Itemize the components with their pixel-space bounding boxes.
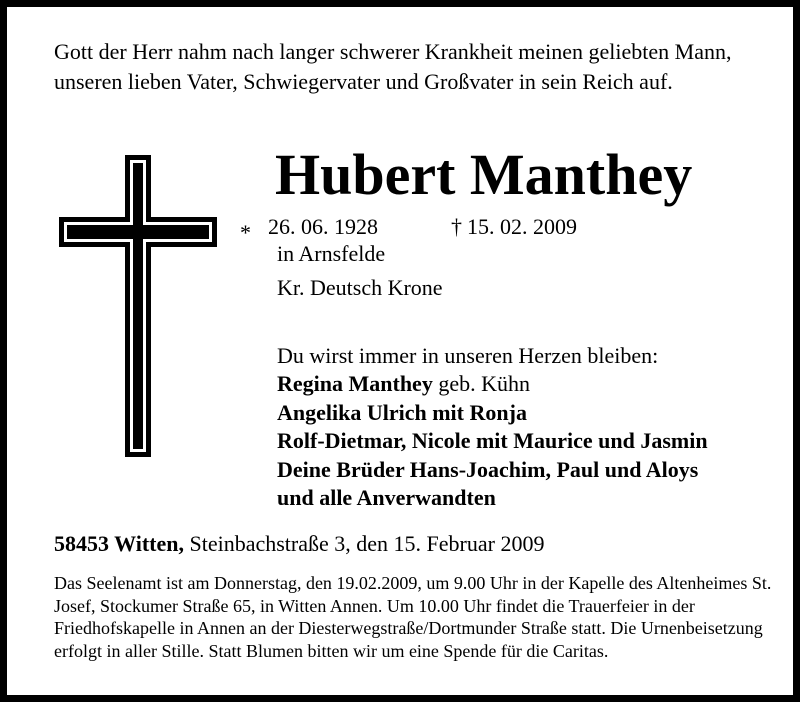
intro-text: Gott der Herr nahm nach langer schwerer Krankheit meinen geliebten Mann, unseren lieben Vater, Schwiegervater und Großvater in sein Reich auf.	[54, 39, 732, 94]
birth-place: in Arnsfelde	[277, 241, 386, 266]
birth-date: 26. 06. 1928	[268, 214, 378, 239]
wife-maiden-name: geb. Kühn	[432, 371, 530, 397]
mourner-line: Deine Brüder Hans-Joachim, Paul und Aloys	[277, 456, 699, 482]
mourners-heading: Du wirst immer in unseren Herzen bleiben:	[277, 343, 659, 368]
latin-cross-icon	[59, 155, 217, 457]
deceased-name: Hubert Manthey	[275, 142, 693, 207]
death-date: 15. 02. 2009	[467, 214, 577, 239]
funeral-notice: Das Seelenamt ist am Donnerstag, den 19.02.2009, um 9.00 Uhr in der Kapelle des Altenheimes St. Josef, Stockumer Straße 65, in Witten Annen. Um 10.00 Uhr findet die Trauerfeier in der Friedhofskapelle in Annen an der Diesterwegstraße/Dortmunder Straße statt. Die Urnenbeisetzung erfolgt in aller Stille. Statt Blumen bitten wir um eine Spende für die Caritas.	[54, 573, 772, 661]
birth-symbol: *	[240, 220, 251, 245]
wife-name: Regina Manthey	[277, 371, 433, 397]
mourner-line: Angelika Ulrich mit Ronja	[277, 399, 527, 425]
death-symbol: †	[451, 214, 462, 239]
mourner-line: Rolf-Dietmar, Nicole mit Maurice und Jasmin	[277, 428, 708, 454]
mourner-line: und alle Anverwandten	[277, 485, 496, 511]
birth-district: Kr. Deutsch Krone	[277, 275, 443, 300]
mourners-block	[277, 342, 797, 512]
address-line	[54, 529, 544, 559]
mourner-wife	[277, 370, 797, 398]
address-city: 58453 Witten,	[54, 531, 184, 556]
address-street-date: Steinbachstraße 3, den 15. Februar 2009	[183, 531, 545, 556]
